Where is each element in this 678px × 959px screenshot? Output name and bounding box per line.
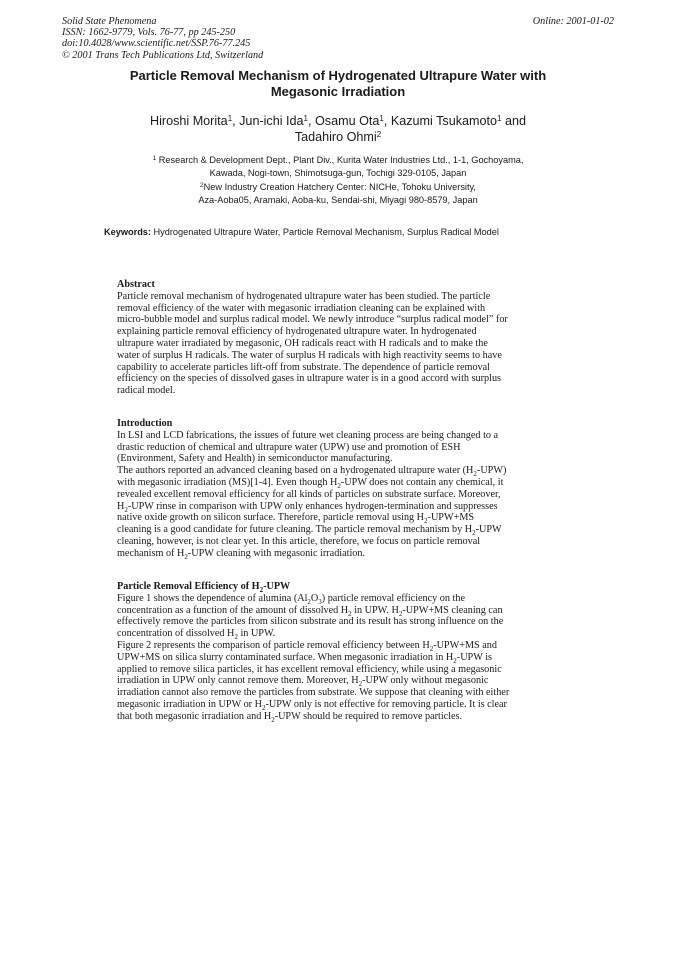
text-run: -UPW+MS [427,512,475,524]
text-run: Particle Removal Efficiency of H [117,581,260,592]
author-separator: and [501,114,526,128]
text-line: micro-bubble model and surplus radical model. We newly introduce “surplus radical model” for [117,314,508,326]
text-run: (Environment, Safety and Health) in semiconductor manufacturing. [117,453,393,465]
subscript: 2 [424,517,428,526]
paper-title [60,68,616,100]
affiliation-mark: 1 [497,114,502,123]
subscript: 2 [184,552,188,561]
title-line-1: Particle Removal Mechanism of Hydrogenated Ultrapure Water with [129,68,547,83]
affiliation-line: Kawada, Nogi-town, Shimotsuga-gun, Tochigi 329-0105, Japan [209,167,467,178]
text-run: -UPW only is not effective for removing particle. It is clear [265,698,507,710]
doi-line: doi:10.4028/www.scientific.net/SSP.76-77.245 [62,38,251,50]
author-name: , Osamu Ota [308,114,380,128]
text-line [117,442,557,454]
journal-name: Solid State Phenomena [62,16,157,27]
efficiency-body [117,593,557,723]
subscript: 3 [318,597,322,606]
text-run: applied to remove silica particles, it has excellent removal efficiency, while using a megasonic [117,663,502,675]
keywords-text: Hydrogenated Ultrapure Water, Particle Removal Mechanism, Surplus Radical Model [150,227,499,237]
text-line: explaining particle removal efficiency of hydrogenated ultrapure water. In hydrogenated [117,326,477,338]
introduction-section [117,418,557,560]
subscript: 2 [358,680,363,689]
text-line: removal efficiency of the water with megasonic irradiation cleaning can be explained with [117,302,486,314]
keywords-label: Keywords: [104,227,151,237]
text-run: -UPW+MS and [433,639,497,651]
text-run: irradiation in UPW only cannot remove them. Moreover, H [117,675,359,687]
text-line [117,512,557,524]
text-line: water of surplus H radicals. The water of surplus H radicals with high reactivity seems to have [117,349,502,361]
text-run: irradiation cannot also remove the particles from substrate. We suppose that cleaning with either [117,687,510,699]
copyright-line: © 2001 Trans Tech Publications Ltd, Switzerland [62,49,264,61]
text-line: capability to accelerate particles lift-off from substrate. The dependence of particle removal [117,361,490,373]
journal-header [62,16,263,61]
text-line [117,616,557,628]
subscript: 2 [429,645,434,654]
affiliation-line: Aza-Aoba05, Aramaki, Aoba-ku, Sendai-shi, Miyagi 980-8579, Japan [198,194,478,205]
subscript: 2 [259,586,264,595]
author-list [60,113,616,145]
subscript: 2 [124,505,128,514]
text-run: -UPW cleaning with megasonic irradiation. [187,547,366,559]
subscript: 2 [271,715,275,724]
text-run: -UPW does not contain any chemical, it [340,476,504,488]
text-run: -UPW [475,524,502,536]
text-line [117,711,557,723]
author-name: Tadahiro Ohmi [294,130,377,144]
keywords [104,227,499,237]
subscript: 2 [398,609,403,618]
text-run: drastic reduction of chemical and ultrapure water (UPW) use and promotion of ESH [117,441,461,453]
text-run: in UPW. H [351,604,399,616]
text-run: in UPW. [237,628,276,640]
abstract-heading: Abstract [117,279,155,290]
text-line [117,593,557,605]
affiliation-mark: 1 [227,114,233,123]
text-run: with megasonic irradiation (MS)[1-4]. Even though H [117,476,338,488]
text-run: H [117,500,125,512]
affiliation-mark: 1 [152,155,157,162]
affiliation-mark: 1 [303,114,308,123]
text-run: -UPW only without megasonic [362,675,489,687]
subscript: 2 [348,609,352,618]
text-run: effectively remove the particles from silicon substrate and its result has strong influence on the [117,616,504,628]
text-run: -UPW should be required to remove particles. [274,710,463,722]
authors-line-2 [60,129,616,145]
text-line [117,628,557,640]
text-line [117,453,557,465]
text-line: radical model. [117,385,176,397]
text-run: The authors reported an advanced cleaning based on a hydrogenated ultrapure water (H [117,465,474,477]
text-line [117,524,557,536]
author-name: Hiroshi Morita [150,114,228,128]
text-run: -UPW [263,581,291,592]
text-line [117,536,557,548]
text-run: ) particle removal efficiency on the [321,592,465,604]
text-run: revealed excellent removal efficiency for all kinds of particles on substrate surface. Moreover, [117,488,501,500]
affiliation-mark: 1 [379,114,384,123]
affiliation-line: $^2$New Industry Creation Hatchery Center: NICHe, Tohoku University, [200,182,476,192]
efficiency-section [117,581,557,723]
affiliation-mark: 2 [376,130,382,139]
text-run: native oxide growth on silicon surface. Therefore, particle removal using H [117,512,425,524]
text-line [117,640,557,652]
subscript: 2 [337,482,341,491]
introduction-body [117,430,557,560]
text-run: megasonic irradiation in UPW or H [117,698,262,710]
subscript: 2 [261,704,266,712]
introduction-heading: Introduction [117,418,173,429]
subscript: 2 [453,656,457,665]
text-run: mechanism of H [117,547,185,559]
text-line [117,430,557,442]
title-line-2: Megasonic Irradiation [270,84,406,99]
text-run: concentration as a function of the amount of dissolved H [117,604,349,616]
subscript: 2 [307,597,311,606]
text-line [117,465,557,477]
text-line: ultrapure water irradiated by megasonic, OH radicals react with H radicals and to make the [117,337,488,349]
text-line [117,675,557,687]
online-date: Online: 2001-01-02 [532,16,614,27]
text-run: Figure 2 represents the comparison of particle removal efficiency between H [117,639,430,651]
affiliation-line: $^1$ Research & Development Dept., Plant Div., Kurita Water Industries Ltd., 1-1, Gochoyama, [152,155,524,165]
subscript: 2 [472,529,476,538]
text-run: UPW+MS on silica slurry contaminated surface. When megasonic irradiation in H [117,651,454,663]
affiliation-2 [60,181,616,206]
abstract-body [117,291,557,397]
subscript: 2 [473,470,477,479]
text-run: O [310,592,319,604]
text-line [117,652,557,664]
text-line [117,477,557,489]
text-line [117,605,557,617]
text-run: Figure 1 shows the dependence of alumina (Al [117,592,308,604]
text-run: cleaning is a good candidate for future cleaning. The particle removal mechanism by H [117,524,473,536]
text-run: concentration of dissolved H [117,628,235,640]
text-line: Particle removal mechanism of hydrogenated ultrapure water has been studied. The particle [117,290,491,302]
text-run: that both megasonic irradiation and H [117,710,272,722]
authors-line-1 [60,113,616,129]
subscript: 2 [234,633,238,642]
text-line [117,489,557,501]
affiliation-mark: 2 [200,182,204,189]
text-run: -UPW is [456,651,492,663]
text-line [117,501,557,513]
text-run: -UPW) [476,465,507,477]
issn-line: ISSN: 1662-9779, Vols. 76-77, pp 245-250 [62,27,236,39]
text-line [117,664,557,676]
text-run: -UPW rinse in comparison with UPW only enhances hydrogen-termination and suppresses [127,500,498,512]
text-run: In LSI and LCD fabrications, the issues of future wet cleaning process are being changed to a [117,429,499,441]
text-line: efficiency on the species of dissolved gases in ultrapure water is in a good accord with surplus [117,373,502,385]
text-line [117,687,557,699]
text-run: -UPW+MS cleaning can [402,604,503,616]
affiliation-1 [60,154,616,179]
text-line [117,699,557,711]
text-line [117,548,557,560]
author-name: , Jun-ichi Ida [232,114,304,128]
text-run: cleaning, however, is not clear yet. In this article, therefore, we focus on particle removal [117,535,481,547]
efficiency-heading [117,581,557,593]
abstract-section [117,279,557,397]
author-name: , Kazumi Tsukamoto [383,114,498,128]
